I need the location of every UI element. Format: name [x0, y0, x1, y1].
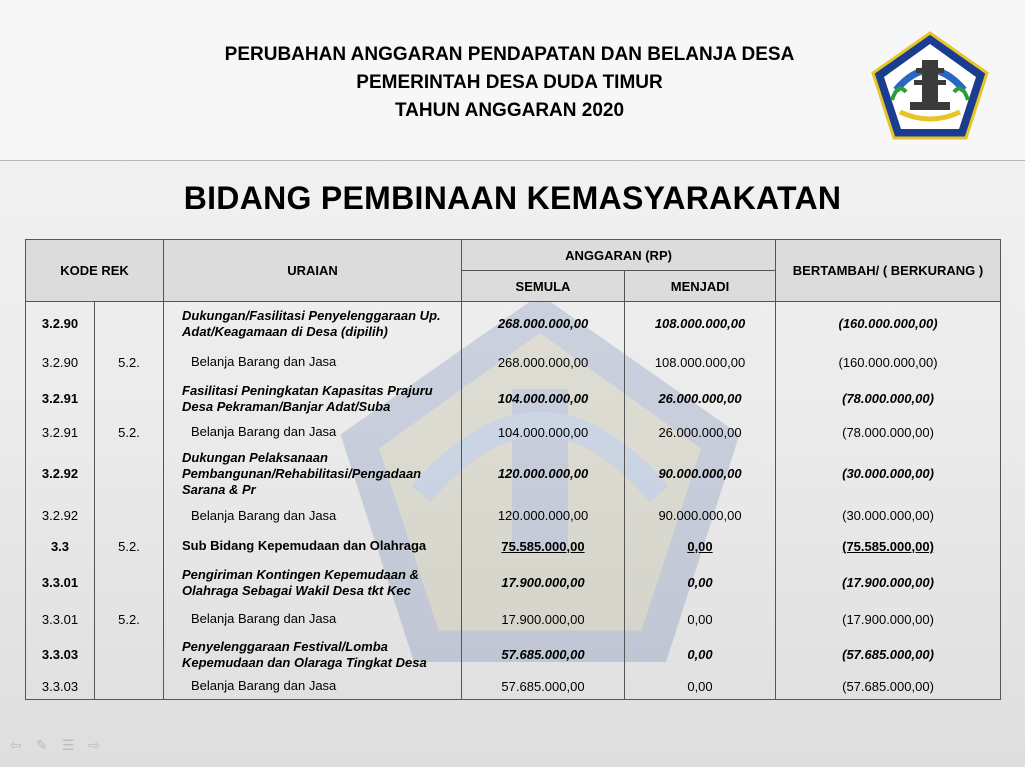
table-row: [26, 419, 1001, 446]
table-row: [26, 302, 1001, 346]
table-row: [26, 346, 1001, 379]
cell-uraian: Dukungan/Fasilitasi Penyelenggaraan Up. Adat/Keagamaan di Desa (dipilih): [164, 302, 462, 346]
cell-kode: 3.2.91: [26, 419, 95, 446]
cell-sub-kode: [95, 674, 164, 700]
cell-sub-kode: [95, 446, 164, 502]
cell-uraian: Penyelenggaraan Festival/Lomba Kepemudaan dan Olaraga Tingkat Desa: [164, 636, 462, 674]
cell-semula: 57.685.000,00: [462, 674, 625, 700]
cell-sub-kode: [95, 379, 164, 419]
cell-menjadi: 0,00: [625, 674, 776, 700]
header-menjadi: MENJADI: [625, 271, 776, 302]
cell-sub-kode: 5.2.: [95, 530, 164, 563]
table-row: [26, 636, 1001, 674]
cell-uraian: Belanja Barang dan Jasa: [164, 419, 462, 446]
table-row: [26, 530, 1001, 563]
header-line-1: PERUBAHAN ANGGARAN PENDAPATAN DAN BELANJA DESA: [224, 44, 795, 65]
arrow-left-icon[interactable]: ⇦: [10, 737, 22, 753]
budget-table: [25, 239, 1001, 700]
cell-menjadi: 90.000.000,00: [625, 446, 776, 502]
cell-kode: 3.3.01: [26, 563, 95, 603]
cell-kode: 3.2.92: [26, 502, 95, 530]
cell-sub-kode: 5.2.: [95, 419, 164, 446]
cell-bertambah-berkurang: (17.900.000,00): [776, 603, 1001, 636]
cell-menjadi: 108.000.000,00: [625, 302, 776, 346]
cell-bertambah-berkurang: (30.000.000,00): [776, 446, 1001, 502]
cell-menjadi: 90.000.000,00: [625, 502, 776, 530]
cell-uraian: Dukungan Pelaksanaan Pembangunan/Rehabilitasi/Pengadaan Sarana & Pr: [164, 446, 462, 502]
logo-emblem-icon: [870, 30, 990, 142]
cell-bertambah-berkurang: (57.685.000,00): [776, 636, 1001, 674]
section-title: BIDANG PEMBINAAN KEMASYARAKATAN: [183, 180, 842, 216]
cell-semula: 104.000.000,00: [462, 419, 625, 446]
cell-bertambah-berkurang: (17.900.000,00): [776, 563, 1001, 603]
cell-uraian: Sub Bidang Kepemudaan dan Olahraga: [164, 530, 462, 563]
cell-menjadi: 26.000.000,00: [625, 379, 776, 419]
cell-menjadi: 0,00: [625, 603, 776, 636]
pen-icon[interactable]: ✎: [36, 737, 48, 753]
cell-sub-kode: [95, 302, 164, 346]
cell-menjadi: 0,00: [625, 636, 776, 674]
table-row: [26, 674, 1001, 700]
cell-kode: 3.2.92: [26, 446, 95, 502]
cell-bertambah-berkurang: (30.000.000,00): [776, 502, 1001, 530]
table-row: [26, 502, 1001, 530]
cell-uraian: Fasilitasi Peningkatan Kapasitas Prajuru Desa Pekraman/Banjar Adat/Suba: [164, 379, 462, 419]
header-line-3: TAHUN ANGGARAN 2020: [394, 100, 625, 121]
cell-bertambah-berkurang: (75.585.000,00): [776, 530, 1001, 563]
cell-menjadi: 26.000.000,00: [625, 419, 776, 446]
header-anggaran: ANGGARAN (RP): [462, 240, 776, 271]
cell-menjadi: 108.000.000,00: [625, 346, 776, 379]
header-bertambah-berkurang: BERTAMBAH/ ( BERKURANG ): [776, 240, 1001, 302]
cell-kode: 3.2.90: [26, 302, 95, 346]
cell-uraian: Belanja Barang dan Jasa: [164, 502, 462, 530]
table-row: [26, 379, 1001, 419]
cell-kode: 3.3.03: [26, 674, 95, 700]
header-semula: SEMULA: [462, 271, 625, 302]
cell-sub-kode: [95, 502, 164, 530]
table-row: [26, 563, 1001, 603]
cell-semula: 268.000.000,00: [462, 346, 625, 379]
cell-menjadi: 0,00: [625, 563, 776, 603]
cell-menjadi: 0,00: [625, 530, 776, 563]
cell-bertambah-berkurang: (78.000.000,00): [776, 419, 1001, 446]
cell-kode: 3.2.91: [26, 379, 95, 419]
cell-semula: 120.000.000,00: [462, 446, 625, 502]
cell-bertambah-berkurang: (57.685.000,00): [776, 674, 1001, 700]
table-row: [26, 446, 1001, 502]
cell-bertambah-berkurang: (160.000.000,00): [776, 302, 1001, 346]
cell-bertambah-berkurang: (160.000.000,00): [776, 346, 1001, 379]
cell-semula: 268.000.000,00: [462, 302, 625, 346]
cell-semula: 104.000.000,00: [462, 379, 625, 419]
cell-sub-kode: 5.2.: [95, 346, 164, 379]
cell-semula: 17.900.000,00: [462, 603, 625, 636]
cell-sub-kode: [95, 563, 164, 603]
cell-semula: 120.000.000,00: [462, 502, 625, 530]
cell-uraian: Belanja Barang dan Jasa: [164, 603, 462, 636]
table-body: [26, 302, 1001, 700]
cell-semula: 75.585.000,00: [462, 530, 625, 563]
slide-nav: [10, 738, 106, 758]
arrow-right-icon[interactable]: ⇨: [88, 737, 100, 753]
cell-bertambah-berkurang: (78.000.000,00): [776, 379, 1001, 419]
cell-kode: 3.3: [26, 530, 95, 563]
cell-kode: 3.3.03: [26, 636, 95, 674]
header-uraian: URAIAN: [164, 240, 462, 302]
header-kode-rek: KODE REK: [26, 240, 164, 302]
table-row: [26, 603, 1001, 636]
cell-sub-kode: [95, 636, 164, 674]
header-line-2: PEMERINTAH DESA DUDA TIMUR: [356, 72, 663, 93]
cell-semula: 57.685.000,00: [462, 636, 625, 674]
cell-uraian: Belanja Barang dan Jasa: [164, 674, 462, 700]
header-divider: [0, 160, 1025, 161]
cell-uraian: Belanja Barang dan Jasa: [164, 346, 462, 379]
cell-uraian: Pengiriman Kontingen Kepemudaan & Olahraga Sebagai Wakil Desa tkt Kec: [164, 563, 462, 603]
cell-semula: 17.900.000,00: [462, 563, 625, 603]
cell-kode: 3.3.01: [26, 603, 95, 636]
cell-kode: 3.2.90: [26, 346, 95, 379]
cell-sub-kode: 5.2.: [95, 603, 164, 636]
menu-icon[interactable]: ☰: [62, 737, 75, 753]
